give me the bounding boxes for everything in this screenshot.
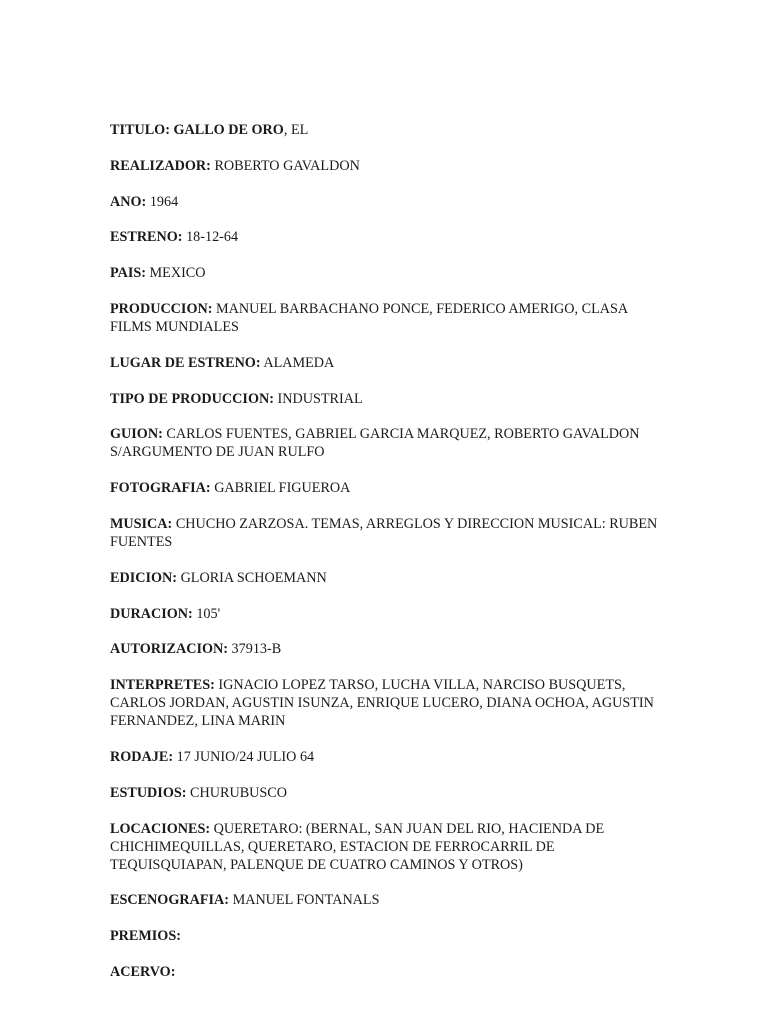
entry-produccion (110, 300, 670, 336)
entry-label: INTERPRETES: (110, 677, 215, 694)
entry-value: GABRIEL FIGUEROA (214, 480, 351, 497)
entry-value: 105' (196, 605, 221, 622)
entry-value: CHURUBUSCO (190, 784, 288, 801)
entry-value: , EL (283, 122, 309, 138)
entry-value: CARLOS FUENTES, GABRIEL GARCIA MARQUEZ, ROBERTO GAVALDON S/ARGUMENTO DE JUAN RULFO (110, 426, 640, 461)
entry-value: QUERETARO: (BERNAL, SAN JUAN DEL RIO, HACIENDA DE CHICHIMEQUILLAS, QUERETARO, ESTACION DE FERROCARRIL DE TEQUISQUIAPAN, PALENQUE DE CUATRO CAMINOS Y OTROS) (110, 820, 605, 873)
entry-duracion (110, 605, 670, 623)
entry-value: IGNACIO LOPEZ TARSO, LUCHA VILLA, NARCISO BUSQUETS, CARLOS JORDAN, AGUSTIN ISUNZA, ENRIQUE LUCERO, DIANA OCHOA, AGUSTIN FERNANDEZ, LINA MARIN (110, 677, 654, 730)
entry-label: PAIS: (110, 265, 146, 282)
entry-estreno (110, 228, 670, 246)
entry-fotografia (110, 479, 670, 497)
entry-label: ESCENOGRAFIA: (110, 892, 230, 909)
entry-value: CHUCHO ZARZOSA. TEMAS, ARREGLOS Y DIRECCION MUSICAL: RUBEN FUENTES (110, 515, 658, 550)
entry-label: EDICION: (110, 569, 178, 586)
entry-label: FOTOGRAFIA: (110, 480, 211, 497)
entry-edicion (110, 569, 670, 587)
entry-label: ESTUDIOS: (110, 784, 187, 801)
entry-label: PREMIOS: (110, 928, 181, 945)
entry-label: ACERVO: (110, 963, 176, 980)
entry-label: RODAJE: (110, 748, 174, 765)
entry-interpretes (110, 676, 670, 730)
entry-tipo-de-produccion (110, 390, 670, 408)
entry-value: 1964 (149, 193, 179, 210)
entry-label: ESTRENO: (110, 229, 183, 246)
entry-label: LOCACIONES: (110, 820, 211, 837)
entry-value-bold: GALLO DE ORO (173, 122, 284, 138)
entry-pais (110, 264, 670, 282)
entry-autorizacion (110, 640, 670, 658)
entry-label: GUION: (110, 426, 163, 443)
film-record-document (110, 121, 670, 999)
entry-value: INDUSTRIAL (277, 390, 363, 407)
entry-titulo (110, 121, 670, 139)
entry-label: DURACION: (110, 605, 193, 622)
entry-value: MEXICO (149, 265, 206, 282)
entry-label: MUSICA: (110, 515, 173, 532)
entry-label: PRODUCCION: (110, 300, 213, 317)
entry-label: REALIZADOR: (110, 157, 211, 174)
entry-acervo (110, 963, 670, 981)
entry-rodaje (110, 748, 670, 766)
entry-ano (110, 193, 670, 211)
entry-label: LUGAR DE ESTRENO: (110, 354, 261, 371)
entry-value: GLORIA SCHOEMANN (180, 569, 327, 586)
entry-label: AUTORIZACION: (110, 641, 228, 658)
entry-value: 18-12-64 (186, 229, 239, 246)
entry-value: ROBERTO GAVALDON (214, 157, 360, 174)
entry-guion (110, 425, 670, 461)
entry-value: MANUEL BARBACHANO PONCE, FEDERICO AMERIGO, CLASA FILMS MUNDIALES (110, 300, 628, 335)
entry-value: 17 JUNIO/24 JULIO 64 (176, 748, 315, 765)
entry-locaciones (110, 820, 670, 874)
entry-estudios (110, 784, 670, 802)
entry-musica (110, 515, 670, 551)
entry-escenografia (110, 891, 670, 909)
entry-label: TITULO: (110, 122, 170, 138)
entry-premios (110, 927, 670, 945)
entry-lugar-de-estreno (110, 354, 670, 372)
entry-label: TIPO DE PRODUCCION: (110, 390, 274, 407)
entry-value: ALAMEDA (263, 354, 335, 371)
entry-realizador (110, 157, 670, 175)
entry-value: 37913-B (231, 641, 282, 658)
entry-value: MANUEL FONTANALS (232, 892, 380, 909)
entry-label: ANO: (110, 193, 147, 210)
